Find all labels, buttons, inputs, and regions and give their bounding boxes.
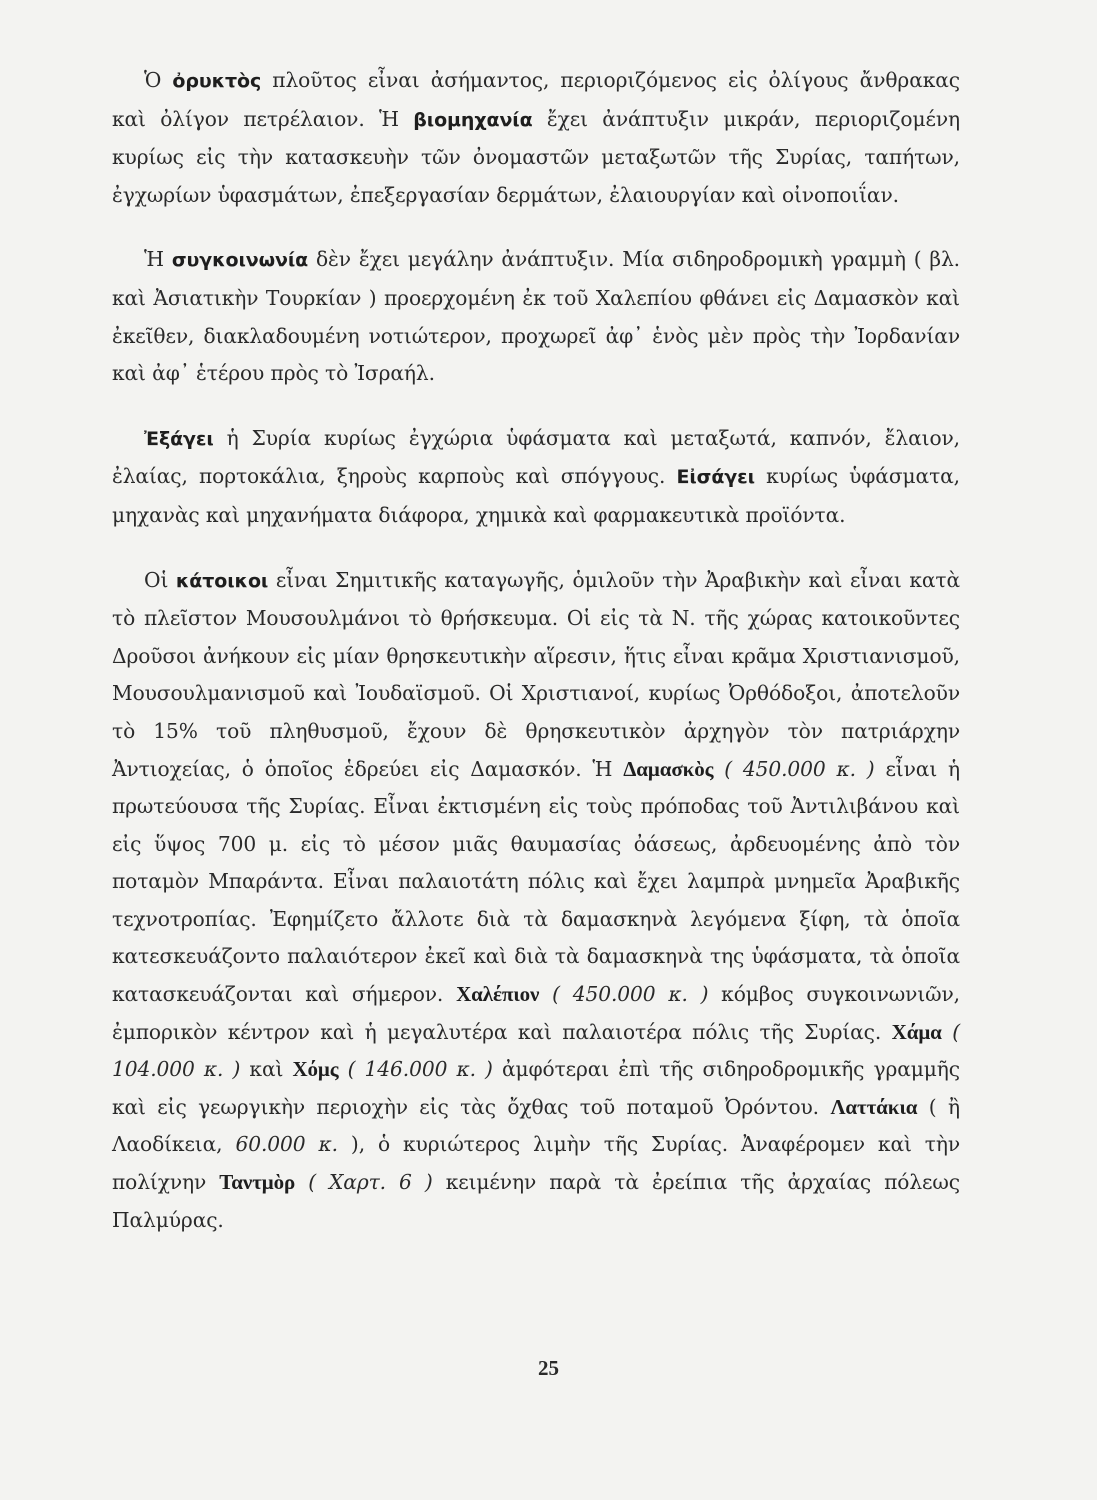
bold-term: Εἰσάγει [676,466,755,489]
text-run: κειμένην παρὰ τὰ ἐρείπια τῆς ἀρχαίας πόλεως Παλμύρας. [112,1170,960,1232]
italic-note: ( 104.000 κ. ) [112,1019,960,1082]
text-run [942,1020,952,1044]
bold-term: βιομηχανία [413,108,533,131]
text-run [539,982,552,1006]
bold-term: Λαττάκια [830,1094,918,1119]
paragraph-exports-imports [112,420,960,535]
bold-term: Χαλέπιον [456,982,540,1007]
text-run [338,1057,347,1081]
bold-term: Ἐξάγει [144,427,214,450]
italic-note: ( Χαρτ. 6 ) [308,1170,433,1195]
text-run: ( ἢ Λαοδίκεια, [112,1094,961,1157]
italic-note: ( 450.000 κ. ) [552,982,709,1007]
text-run: Ὁ [144,68,173,92]
bold-term: συγκοινωνία [171,249,309,272]
paragraph-communications [112,241,960,392]
text-run: κόμβος συγκοινωνιῶν, ἐμπορικὸν κέντρον καὶ ἡ μεγαλυτέρα καὶ παλαιοτέρα πόλις τῆς Συρίας. [112,982,960,1044]
text-run: Οἱ [144,567,176,592]
bold-term: ὀρυκτὸς [172,70,262,92]
paragraph-inhabitants-cities [112,562,960,1240]
page-number: 25 [538,1356,559,1380]
text-run: εἶναι Σημιτικῆς καταγωγῆς, ὁμιλοῦν τὴν Ἀραβικὴν καὶ εἶναι κατὰ τὸ πλεῖστον Μουσουλμάνοι τὸ θρήσκευμα. Οἱ εἰς τὰ Ν. τῆς χώρας κατοικοῦντες Δροῦσοι ἀνήκουν εἰς μίαν θρησκευτικὴν αἵρεσιν, ἥτις εἶναι κρᾶμα Χριστιανισμοῦ, Μουσουλμανισμοῦ καὶ Ἰουδαϊσμοῦ. Οἱ Χριστιανοί, κυρίως Ὀρθόδοξοι, ἀποτελοῦν τὸ 15% τοῦ πληθυσμοῦ, ἔχουν δὲ θρησκευτικὸν ἀρχηγὸν τὸν πατριάρχην Ἀντιοχείας, ὁ ὁποῖος ἑδρεύει εἰς Δαμασκόν. Ἡ [112,567,960,781]
text-run: εἶναι ἡ πρωτεύουσα τῆς Συρίας. Εἶναι ἐκτισμένη εἰς τοὺς πρόποδας τοῦ Ἀντιλιβάνου καὶ εἰς ὕψος 700 μ. εἰς τὸ μέσον μιᾶς θαυμασίας ὀάσεως, ἀρδευομένης ἀπὸ τὸν ποταμὸν Μπαράντα. Εἶναι παλαιοτάτη πόλις καὶ ἔχει λαμπρὰ μνημεῖα Ἀραβικῆς τεχνοτροπίας. Ἐφημίζετο ἄλλοτε διὰ τὰ δαμασκηνὰ λεγόμενα ξίφη, τὰ ὁποῖα κατεσκευάζοντο παλαιότερον ἐκεῖ καὶ διὰ τὰ δαμασκηνὰ της ὑφάσματα, τὰ ὁποῖα κατασκευάζονται καὶ σήμερον. [112,756,960,1007]
bold-term: Ταντμὸρ [219,1170,296,1195]
text-run: πλοῦτος εἶναι ἀσήμαντος, περιοριζόμενος εἰς ὀλίγους ἄνθρακας καὶ ὀλίγον πετρέλαιον. Ἡ [112,68,960,131]
bold-term: Χάμα [891,1019,942,1044]
italic-note: ( 146.000 κ. ) [347,1057,493,1082]
text-run: καὶ [240,1057,293,1082]
page-body [112,62,960,1239]
italic-note: 60.000 κ. [235,1132,338,1157]
text-run: Ἡ [144,247,172,272]
text-run [713,757,724,781]
text-run: ἡ Συρία κυρίως ἐγχώρια ὑφάσματα καὶ μεταξωτά, καπνόν, ἔλαιον, ἐλαίας, πορτοκάλια, ξηροὺς καρποὺς καὶ σπόγγους. [112,425,960,489]
text-run: κυρίως ὑφάσματα, μηχανὰς καὶ μηχανήματα διάφορα, χημικὰ καὶ φαρμακευτικὰ προϊόντα. [112,464,960,527]
bold-term: Χόμς [292,1057,339,1082]
text-run [295,1170,308,1194]
text-run: ἀμφότεραι ἐπὶ τῆς σιδηροδρομικῆς γραμμῆς καὶ εἰς γεωργικὴν περιοχὴν εἰς τὰς ὄχθας τοῦ ποταμοῦ Ὀρόντου. [112,1057,960,1119]
bold-term: κάτοικοι [175,569,269,592]
text-run: δὲν ἔχει μεγάλην ἀνάπτυξιν. Μία σιδηροδρομικὴ γραμμὴ ( βλ. καὶ Ἀσιατικὴν Τουρκίαν ) προερχομένη ἐκ τοῦ Χαλεπίου φθάνει εἰς Δαμασκὸν καὶ ἐκεῖθεν, διακλαδουμένη νοτιώτερον, προχωρεῖ ἀφ᾽ ἑνὸς μὲν πρὸς τὴν Ἰορδανίαν καὶ ἀφ᾽ ἑτέρου πρὸς τὸ Ἰσραήλ. [112,247,960,386]
italic-note: ( 450.000 κ. ) [724,756,875,781]
paragraph-mining-industry [112,62,960,214]
text-run: ), ὁ κυριώτερος λιμὴν τῆς Συρίας. Ἀναφέρομεν καὶ τὴν πολίχνην [112,1132,961,1195]
text-run: ἔχει ἀνάπτυξιν μικράν, περιοριζομένη κυρίως εἰς τὴν κατασκευὴν τῶν ὀνομαστῶν μεταξωτῶν τῆς Συρίας, ταπήτων, ἐγχωρίων ὑφασμάτων, ἐπεξεργασίαν δερμάτων, ἐλαιουργίαν καὶ οἰνοποιΐαν. [112,106,961,207]
bold-term: Δαμασκὸς [623,756,714,781]
